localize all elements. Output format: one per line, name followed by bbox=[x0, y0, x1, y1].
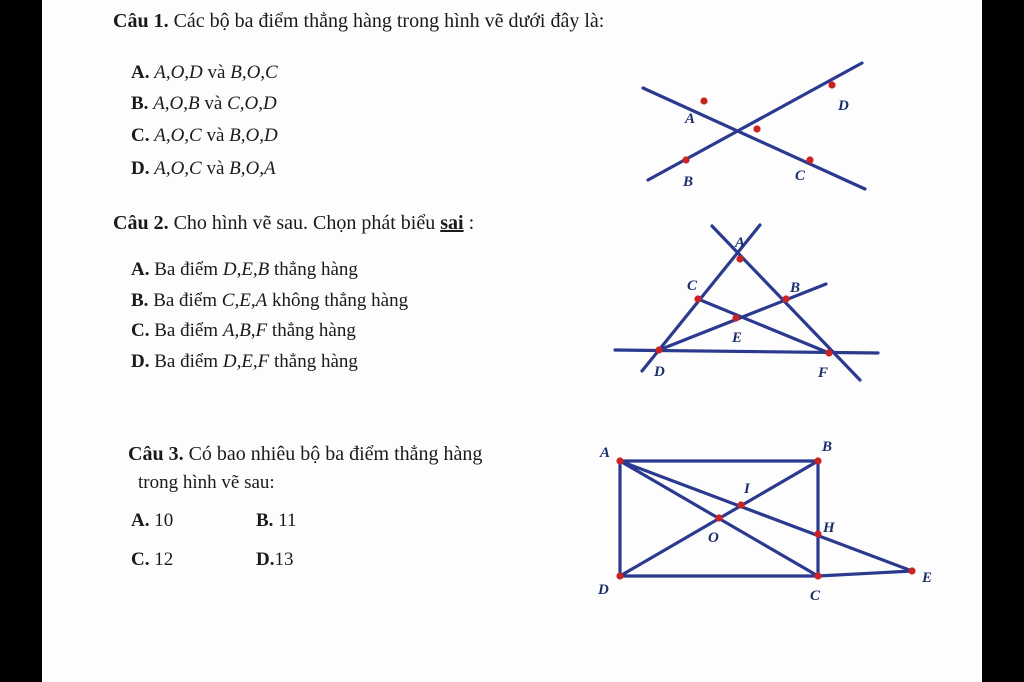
option-points: A,O,C bbox=[154, 158, 202, 179]
q2-label-c: C bbox=[687, 278, 698, 294]
q3-point-d bbox=[616, 572, 623, 579]
q2-label-d: D bbox=[654, 364, 665, 380]
option-letter: D. bbox=[131, 351, 150, 372]
option-points: B,O,C bbox=[230, 62, 278, 83]
q2-colon: : bbox=[468, 212, 475, 234]
option-value: 13 bbox=[274, 549, 294, 570]
q3-point-i bbox=[737, 501, 744, 508]
q2-label-e: E bbox=[732, 330, 743, 346]
q1-number: Câu 1. bbox=[113, 10, 169, 32]
option-letter: C. bbox=[131, 549, 150, 570]
q2-underlined-word: sai bbox=[440, 212, 464, 234]
option-letter: A. bbox=[131, 62, 150, 83]
q3-label-d: D bbox=[598, 582, 609, 598]
option-value: 10 bbox=[154, 510, 174, 531]
option-points: D,E,F bbox=[222, 351, 270, 372]
option-text: Ba điểm bbox=[154, 320, 219, 341]
q2-number: Câu 2. bbox=[113, 212, 169, 234]
q3-point-c bbox=[814, 572, 821, 579]
option-text: Ba điểm bbox=[154, 351, 219, 372]
option-points: A,O,D bbox=[154, 62, 203, 83]
q3-text: Có bao nhiêu bộ ba điểm thẳng hàng bbox=[188, 443, 483, 465]
q3-point-a bbox=[616, 457, 623, 464]
option-text: không thẳng hàng bbox=[271, 290, 409, 311]
q3-prompt-line2: trong hình vẽ sau: bbox=[138, 472, 275, 493]
q3-label-c: C bbox=[810, 588, 821, 604]
option-points: D,E,B bbox=[222, 259, 270, 280]
q1-label-c: C bbox=[795, 168, 806, 184]
option-connector: và bbox=[206, 125, 225, 146]
option-letter: B. bbox=[131, 93, 149, 114]
q1-label-a: A bbox=[685, 111, 696, 127]
option-letter: A. bbox=[131, 259, 150, 280]
option-points: B,O,A bbox=[229, 158, 276, 179]
q3-line-c-e bbox=[818, 571, 912, 576]
option-points: C,E,A bbox=[221, 290, 268, 311]
option-text: Ba điểm bbox=[153, 290, 218, 311]
option-value: 12 bbox=[154, 549, 174, 570]
option-connector: và bbox=[207, 62, 226, 83]
q3-label-o: O bbox=[708, 530, 719, 546]
option-points: A,O,B bbox=[153, 93, 200, 114]
option-value: 11 bbox=[278, 510, 297, 531]
option-letter: D. bbox=[256, 549, 275, 570]
q3-point-h bbox=[814, 530, 821, 537]
option-letter: B. bbox=[131, 290, 149, 311]
option-letter: B. bbox=[256, 510, 274, 531]
option-text: thẳng hàng bbox=[271, 320, 356, 341]
q3-label-e: E bbox=[922, 570, 933, 586]
option-points: B,O,D bbox=[229, 125, 278, 146]
q3-label-a: A bbox=[600, 445, 611, 461]
option-letter: C. bbox=[131, 320, 150, 341]
q3-label-b: B bbox=[822, 439, 833, 455]
q2-label-a: A bbox=[735, 235, 746, 251]
q2-label-b: B bbox=[790, 280, 801, 296]
option-points: A,O,C bbox=[154, 125, 202, 146]
q3-point-b bbox=[814, 457, 821, 464]
q1-label-b: B bbox=[683, 174, 694, 190]
option-letter: A. bbox=[131, 510, 150, 531]
option-connector: và bbox=[206, 158, 225, 179]
option-points: A,B,F bbox=[222, 320, 268, 341]
q1-label-d: D bbox=[838, 98, 849, 114]
q3-number: Câu 3. bbox=[128, 443, 184, 465]
option-text: Ba điểm bbox=[154, 259, 219, 280]
option-letter: D. bbox=[131, 158, 150, 179]
option-connector: và bbox=[204, 93, 223, 114]
q3-line-a-e bbox=[620, 461, 912, 571]
q3-label-h: H bbox=[823, 520, 835, 536]
option-letter: C. bbox=[131, 125, 150, 146]
option-text: thẳng hàng bbox=[274, 259, 358, 280]
q1-text: Các bộ ba điểm thẳng hàng trong hình vẽ dưới đây là: bbox=[173, 10, 605, 32]
q2-label-f: F bbox=[818, 365, 829, 381]
option-points: C,O,D bbox=[227, 93, 277, 114]
q3-label-i: I bbox=[744, 481, 750, 497]
option-text: thẳng hàng bbox=[274, 351, 358, 372]
q3-point-e bbox=[908, 567, 915, 574]
q3-point-o bbox=[715, 514, 722, 521]
q2-text: Cho hình vẽ sau. Chọn phát biểu bbox=[173, 212, 436, 234]
